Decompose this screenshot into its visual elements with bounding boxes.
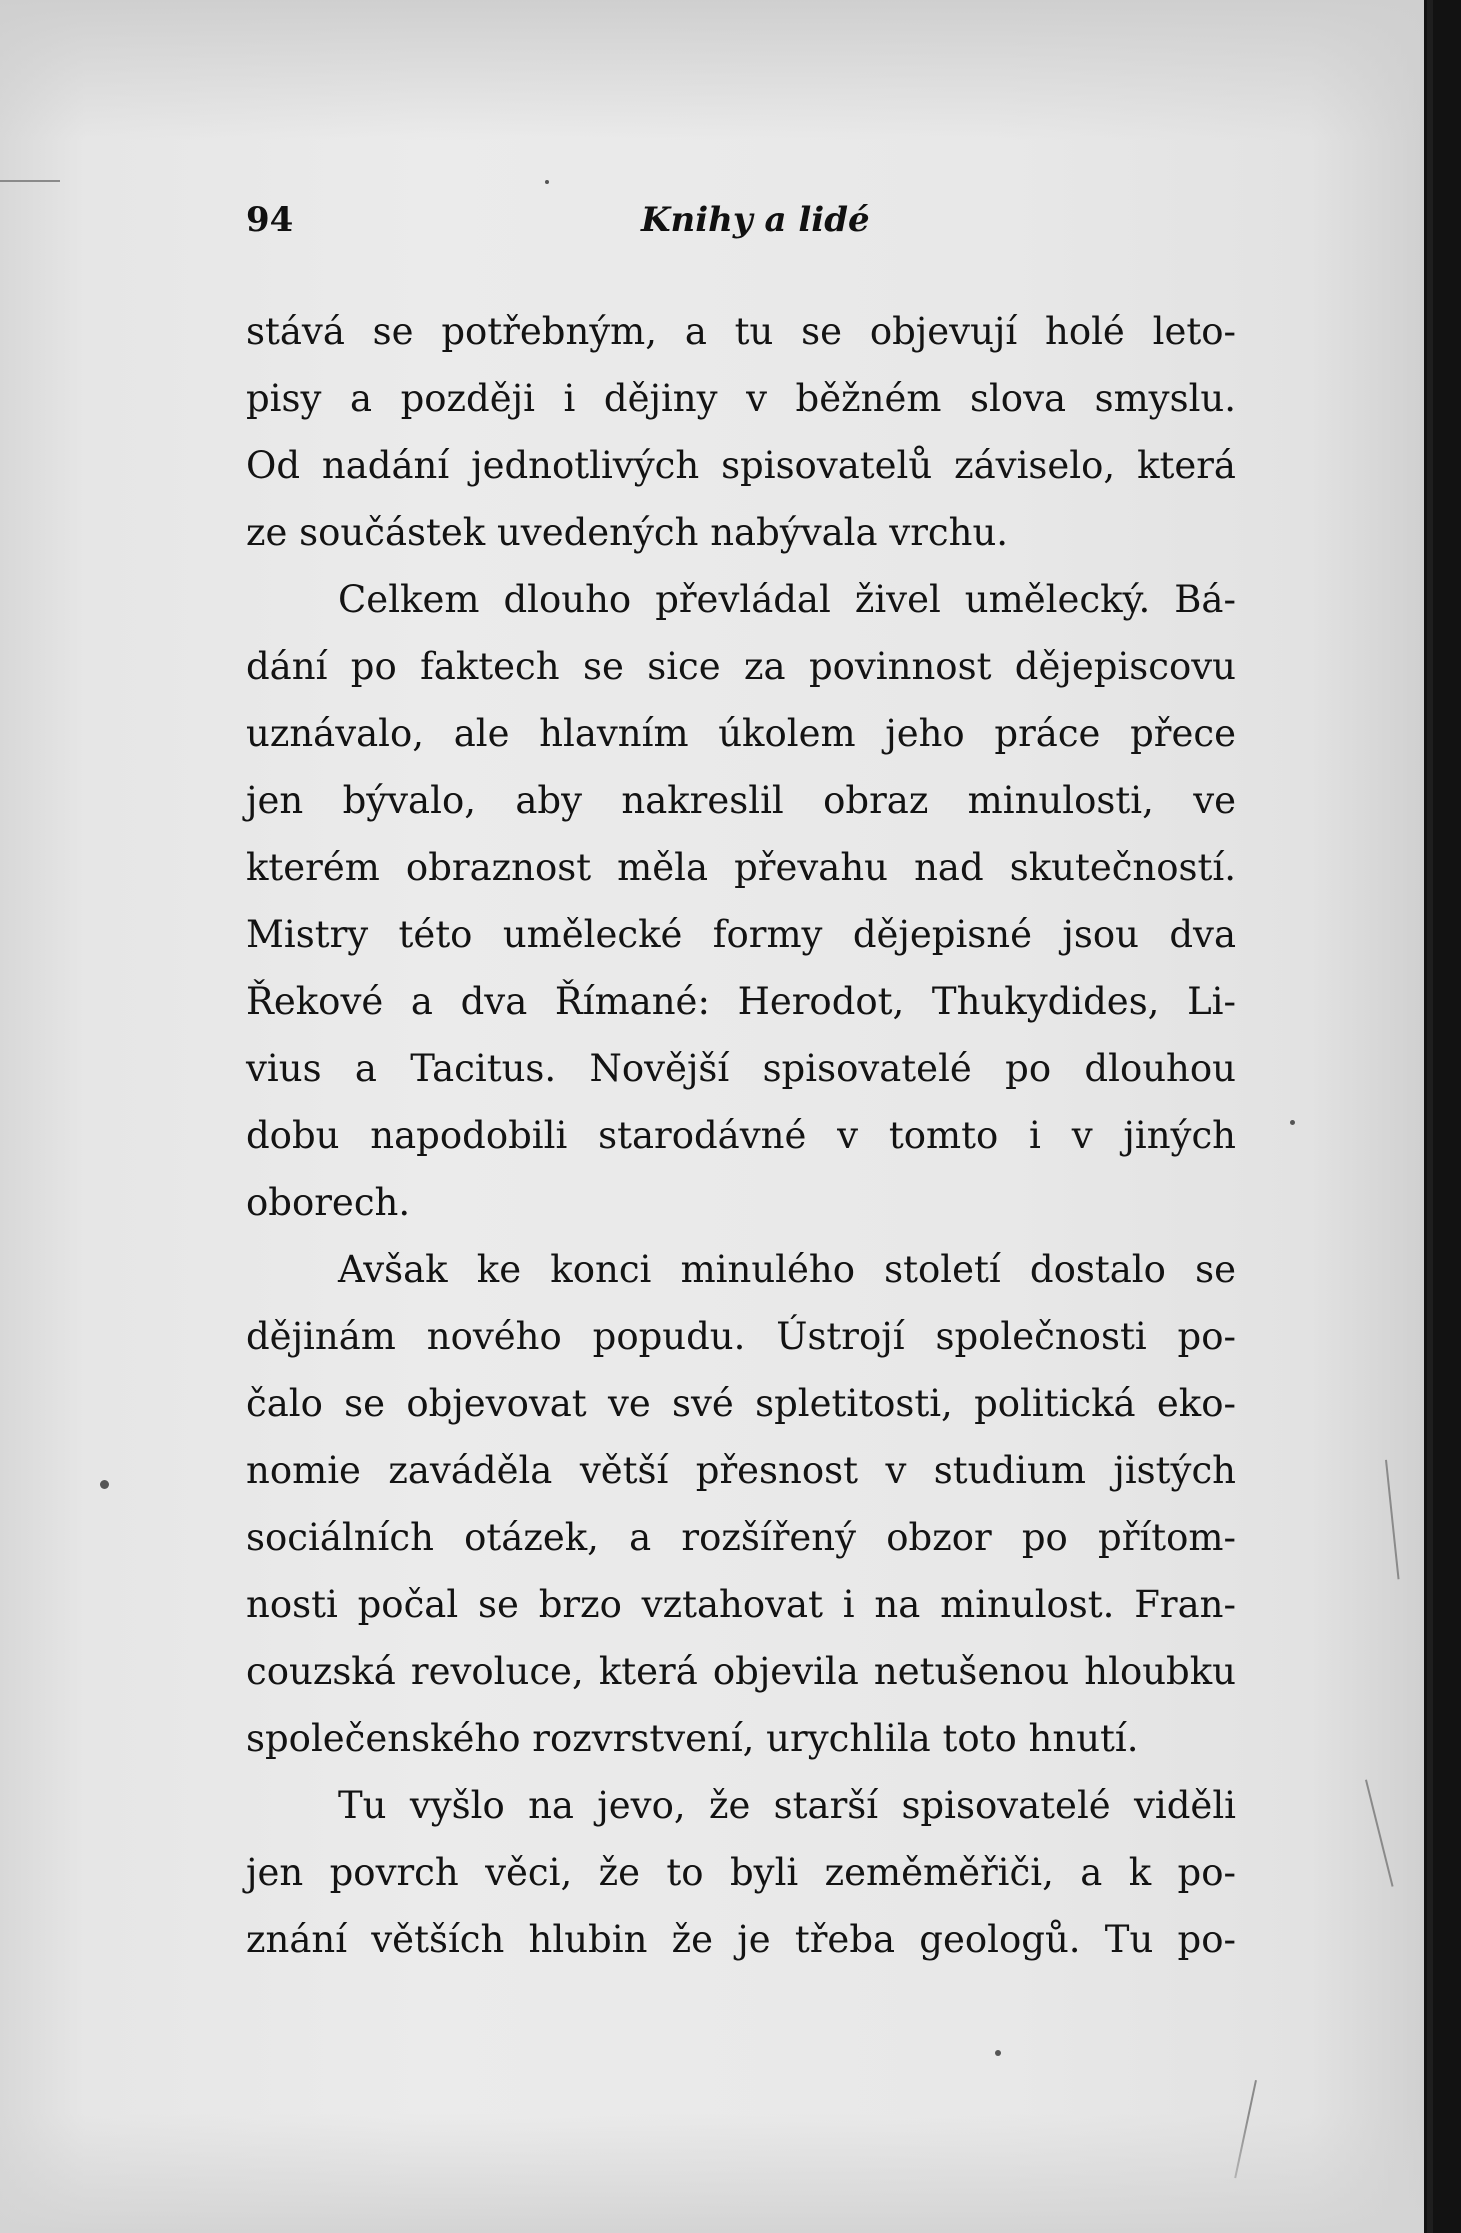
scan-scratch — [1234, 2080, 1257, 2178]
text-line: společenského rozvrstvení, urychlila toto hnutí. — [246, 1717, 1139, 1760]
text-line: couzská revoluce, která objevila netušenou hloubku — [246, 1650, 1236, 1693]
paragraph-3 — [246, 1236, 1236, 1772]
text-line: Od nadání jednotlivých spisovatelů záviselo, která — [246, 444, 1236, 487]
text-line: stává se potřebným, a tu se objevují holé leto- — [246, 310, 1236, 353]
text-line: Celkem dlouho převládal živel umělecký. Bá- — [338, 578, 1236, 621]
text-line: dobu napodobili starodávné v tomto i v jiných — [246, 1114, 1236, 1157]
page-number: 94 — [246, 200, 294, 240]
text-line: ze součástek uvedených nabývala vrchu. — [246, 511, 1009, 554]
scan-speck — [1290, 1120, 1295, 1125]
scan-scratch — [1365, 1780, 1394, 1887]
text-line: dějinám nového popudu. Ústrojí společnosti po- — [246, 1315, 1236, 1358]
text-line: Tu vyšlo na jevo, že starší spisovatelé viděli — [338, 1784, 1236, 1827]
scan-border — [1424, 0, 1461, 2233]
text-line: sociálních otázek, a rozšířený obzor po přítom- — [246, 1516, 1236, 1559]
text-line: Řekové a dva Římané: Herodot, Thukydides, Li- — [246, 980, 1236, 1023]
text-line: jen povrch věci, že to byli zeměměřiči, a k po- — [246, 1851, 1236, 1894]
text-line: čalo se objevovat ve své spletitosti, politická eko- — [246, 1382, 1236, 1425]
scan-scratch — [0, 180, 60, 182]
running-title: Knihy a lidé — [641, 200, 870, 240]
text-line: dání po faktech se sice za povinnost dějepiscovu — [246, 645, 1236, 688]
text-line: nomie zaváděla větší přesnost v studium jistých — [246, 1449, 1236, 1492]
text-line: oborech. — [246, 1181, 411, 1224]
scan-speck — [995, 2050, 1001, 2056]
body-text — [246, 298, 1236, 1973]
text-line: jen bývalo, aby nakreslil obraz minulosti, ve — [246, 779, 1236, 822]
text-line: pisy a později i dějiny v běžném slova smyslu. — [246, 377, 1236, 420]
text-line: kterém obraznost měla převahu nad skutečností. — [246, 846, 1236, 889]
scan-speck — [545, 180, 549, 184]
text-line: znání větších hlubin že je třeba geologů. Tu po- — [246, 1918, 1236, 1961]
scan-border-strip — [1427, 0, 1433, 2233]
paragraph-1 — [246, 298, 1236, 566]
paragraph-4 — [246, 1772, 1236, 1973]
text-line: Avšak ke konci minulého století dostalo se — [338, 1248, 1236, 1291]
text-line: uznávalo, ale hlavním úkolem jeho práce přece — [246, 712, 1236, 755]
scan-speck — [100, 1480, 109, 1489]
text-line: vius a Tacitus. Novější spisovatelé po dlouhou — [246, 1047, 1236, 1090]
text-line: nosti počal se brzo vztahovat i na minulost. Fran- — [246, 1583, 1236, 1626]
paragraph-2 — [246, 566, 1236, 1236]
text-line: Mistry této umělecké formy dějepisné jsou dva — [246, 913, 1236, 956]
scan-scratch — [1385, 1460, 1400, 1580]
page-header — [246, 200, 1236, 250]
